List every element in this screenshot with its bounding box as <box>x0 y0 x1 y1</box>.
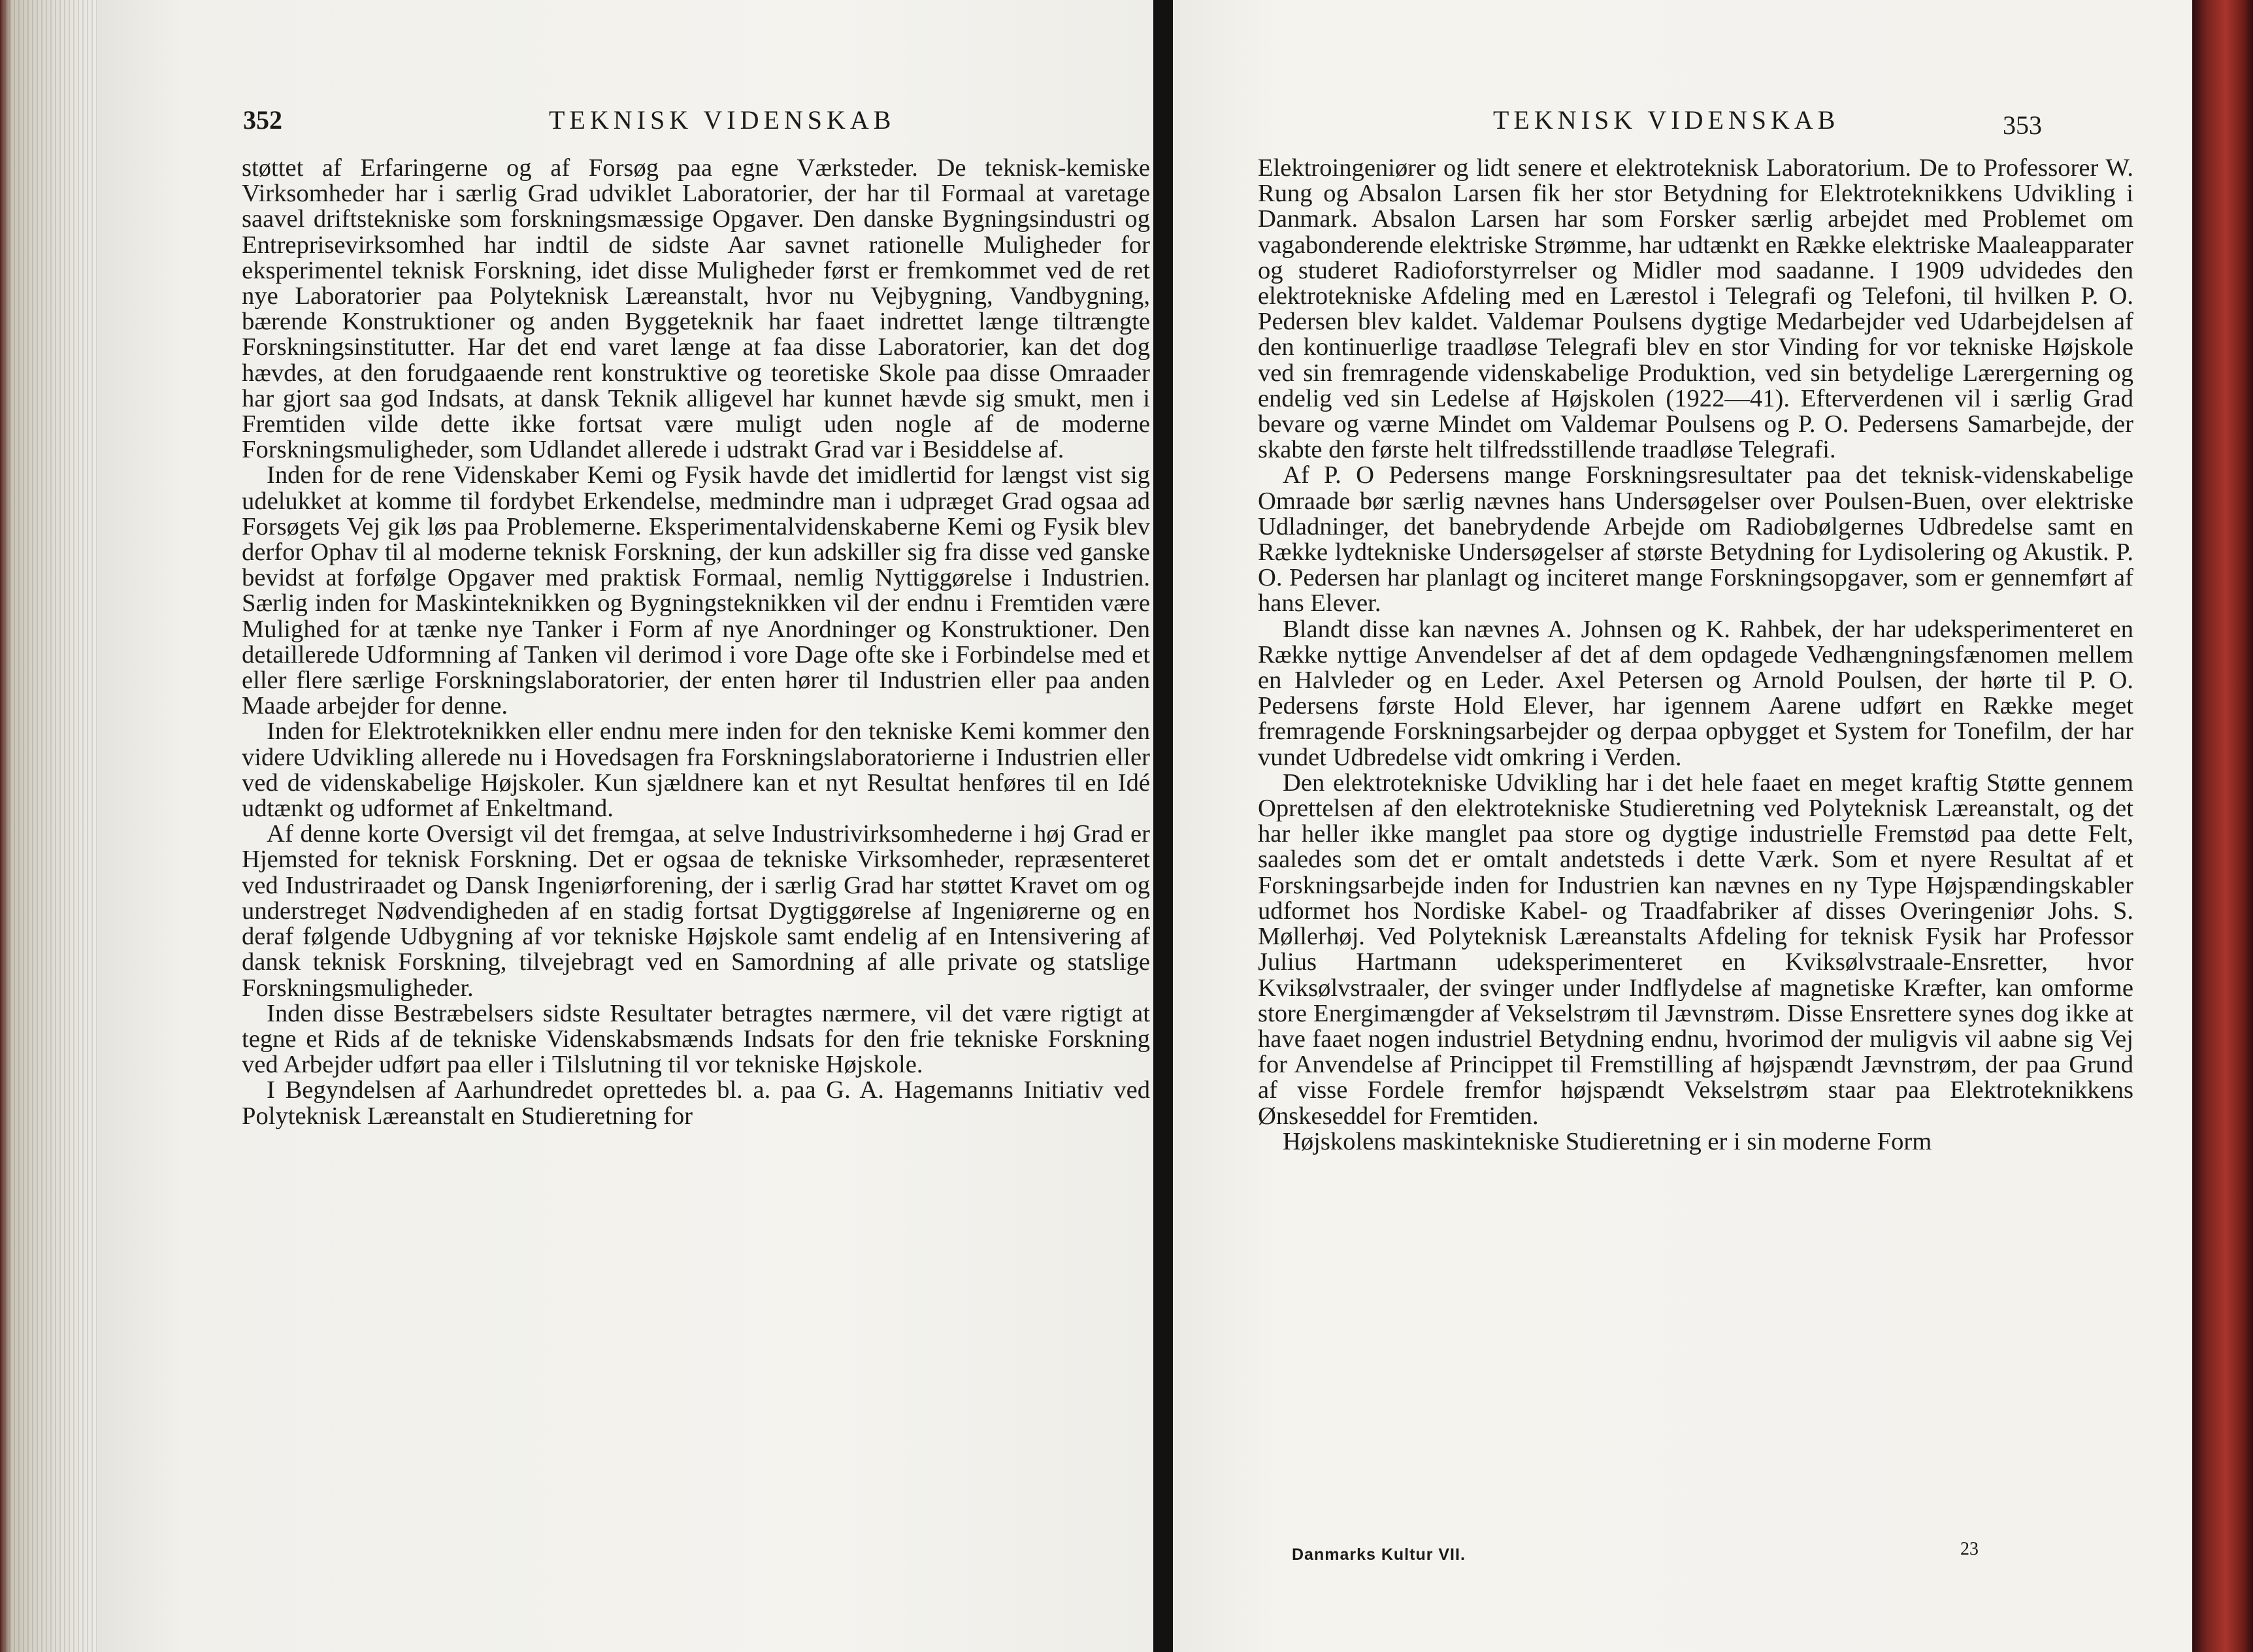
paragraph: Højskolens maskintekniske Studieretning er i sin moderne Form <box>1283 1127 1932 1155</box>
footer-title: Danmarks Kultur VII. <box>1292 1545 1466 1564</box>
paragraph: Af P. O Pedersens mange Forskningsresultater paa det teknisk-videnskabelige Omraade bør særlig nævnes hans Undersøgelser over Poulsen-Buen, over elektriske Udladninger, det banebrydende Arbejde om Radiobølgernes Udbredelse samt en Række lydtekniske Undersøgelser af største Betydning for Lydisolering og Akustik. P. O. Pedersen har planlagt og inciteret mange Forskningsopgaver, som er gennemført af hans Elever. <box>1258 461 2133 618</box>
paragraph: Den elektrotekniske Udvikling har i det hele faaet en meget kraftig Støtte gennem Oprettelsen af den elektrotekniske Studieretning ved Polyteknisk Læreanstalt, og det har heller ikke manglet paa store og dygtige industrielle Fremstød paa dette Felt, saaledes som det er omtalt andetsteds i dette Værk. Som et nyere Resultat af et Forskningsarbejde inden for Industrien kan nævnes en ny Type Højspændingskabler udformet hos Nordiske Kabel- og Traadfabriker af disses Overingeniør Johs. S. Møllerhøj. Ved Polyteknisk Læreanstalts Afdeling for teknisk Fysik har Professor Julius Hartmann udeksperimenteret en Kviksølvstraale-Ensretter, hvor Kviksølvstraaler, der svinger under Indflydelse af magnetiske Kræfter, kan omforme store Energimængder af Vekselstrøm til Jævnstrøm. Disse Ensrettere synes dog ikke at have faaet nogen industriel Betydning endnu, hvorimod der muligvis vil aabne sig Vej for Anvendelse af Princippet til Fremstilling af højspændt Jævnstrøm, der paa Grund af visse Fordele fremfor højspændt Vekselstrøm staar paa Elektroteknikkens Ønskeseddel for Fremtiden. <box>1258 768 2133 1130</box>
left-page <box>98 0 1153 1652</box>
paragraph: støttet af Erfaringerne og af Forsøg paa egne Værksteder. De teknisk-kemiske Virksomheder har i særlig Grad udviklet Laboratorier, der har til Formaal at varetage saavel driftstekniske som forskningsmæssige Opgaver. Den danske Bygningsindustri og Entreprisevirksomhed har indtil de sidste Aar savnet rationelle Muligheder for eksperimentel teknisk Forskning, idet disse Muligheder først er fremkommet ved de ret nye Laboratorier paa Polyteknisk Læreanstalt, hvor nu Vejbygning, Vandbygning, bærende Konstruktioner og anden Byggeteknik har faaet indrettet længe tiltrængte Forskningsinstitutter. Har det end varet længe at faa disse Laboratorier, kan det dog hævdes, at den forudgaaende rent konstruktive og teoretiske Skole paa disse Omraader har gjort saa god Indsats, at dansk Teknik alligevel har kunnet hævde sig smukt, men i Fremtiden vilde dette ikke fortsat være muligt uden nogle af de moderne Forskningsmuligheder, som Udlandet allerede i udstrakt Grad var i Besiddelse af. <box>242 154 1150 464</box>
paragraph: Inden for de rene Videnskaber Kemi og Fysik havde det imidlertid for længst vist sig udelukket at komme til fordybet Erkendelse, medmindre man i udpræget Grad ogsaa ad Forsøgets Vej gik løs paa Problemerne. Eksperimentalvidenskaberne Kemi og Fysik blev derfor Ophav til al moderne teknisk Forskning, der kun adskiller sig fra disse ved ganske bevidst at forfølge Opgaver med praktisk Formaal, nemlig Nyttiggørelse i Industrien. Særlig inden for Maskinteknikken og Bygningsteknikken vil der endnu i Fremtiden være Mulighed for at tænke nye Tanker i Form af nye Anordninger og Konstruktioner. Den detaillerede Udformning af Tanken vil derimod i vore Dage ofte ske i Forbindelse med et eller flere særlige Forskningslaboratorier, der enten hører til Industrien eller paa anden Maade arbejder for denne. <box>242 461 1150 720</box>
running-head: TEKNISK VIDENSKAB <box>549 105 896 135</box>
book-gutter <box>1153 0 1173 1652</box>
paragraph: Blandt disse kan nævnes A. Johnsen og K. Rahbek, der har udeksperimenteret en Række nyttige Anvendelser af det af dem opdagede Vedhængningsfænomen mellem en Halvleder og en Leder. Axel Petersen og Arnold Poulsen, der hørte til P. O. Pedersens første Hold Elever, har igennem Aarene udført en Række meget fremragende Forskningsarbejder og derpaa opbygget et System for Tonefilm, der har vundet Udbredelse vidt omkring i Verden. <box>1258 615 2133 771</box>
paragraph: Elektroingeniører og lidt senere et elektroteknisk Laboratorium. De to Professorer W. Rung og Absalon Larsen fik her stor Betydning for Elektroteknikkens Udvikling i Danmark. Absalon Larsen har som Forsker særlig arbejdet med Problemet om vagabonderende elektriske Strømme, har udtænkt en Række elektriske Maaleapparater og studeret Radioforstyrrelser og Midler mod saadanne. I 1909 udvidedes den elektrotekniske Afdeling med en Lærestol i Telegrafi og Telefoni, til hvilken P. O. Pedersen blev kaldet. Valdemar Poulsens dygtige Medarbejder ved Udarbejdelsen af den kontinuerlige traadløse Telegrafi blev en stor Vinding for vor tekniske Højskole ved sin fremragende videnskabelige Produktion, ved sin betydelige Lærergerning og endelig ved sin Ledelse af Højskolen (1922—41). Efterverdenen vil i særlig Grad bevare og værne Mindet om Valdemar Poulsens og P. O. Pedersens Samarbejde, der skabte den første helt tilfredsstillende traadløse Telegrafi. <box>1258 154 2133 464</box>
page-number: 353 <box>2003 110 2042 140</box>
page-number: 352 <box>243 105 282 135</box>
running-head: TEKNISK VIDENSKAB <box>1493 105 1840 135</box>
paragraph: Inden disse Bestræbelsers sidste Resultater betragtes nærmere, vil det være rigtigt at tegne et Rids af de tekniske Videnskabsmænds Indsats for den frie tekniske Forskning ved Arbejder udført paa eller i Tilslutning til vor tekniske Højskole. <box>242 999 1150 1079</box>
paragraph: I Begyndelsen af Aarhundredet oprettedes bl. a. paa G. A. Hagemanns Initiativ ved Polyteknisk Læreanstalt en Studieretning for <box>242 1076 1150 1130</box>
book-page-edges <box>0 0 98 1652</box>
paragraph: Inden for Elektroteknikken eller endnu mere inden for den tekniske Kemi kommer den videre Udvikling allerede nu i Hovedsagen fra Forskningslaboratorierne i Industrien eller ved de videnskabelige Højskoler. Kun sjældnere kan et nyt Resultat henføres til en Idé udtænkt og udformet af Enkeltmand. <box>242 718 1150 823</box>
signature-mark: 23 <box>1960 1539 1979 1559</box>
book-cover-edge <box>2192 0 2253 1652</box>
body-text <box>1258 156 2133 1155</box>
body-text <box>242 156 1150 1129</box>
right-page <box>1173 0 2192 1652</box>
paragraph: Af denne korte Oversigt vil det fremgaa, at selve Industrivirksomhederne i høj Grad er Hjemsted for teknisk Forskning. Det er ogsaa de tekniske Virksomheder, repræsenteret ved Industriraadet og Dansk Ingeniørforening, der i særlig Grad har støttet Kravet om og understreget Nødvendigheden af en stadig fortsat Dygtiggørelse af Ingeniørerne og en deraf følgende Udbygning af vor tekniske Højskole samt endelig af en Intensivering af dansk teknisk Forskning, tilvejebragt ved en Samordning af alle private og statslige Forskningsmuligheder. <box>242 820 1150 1002</box>
